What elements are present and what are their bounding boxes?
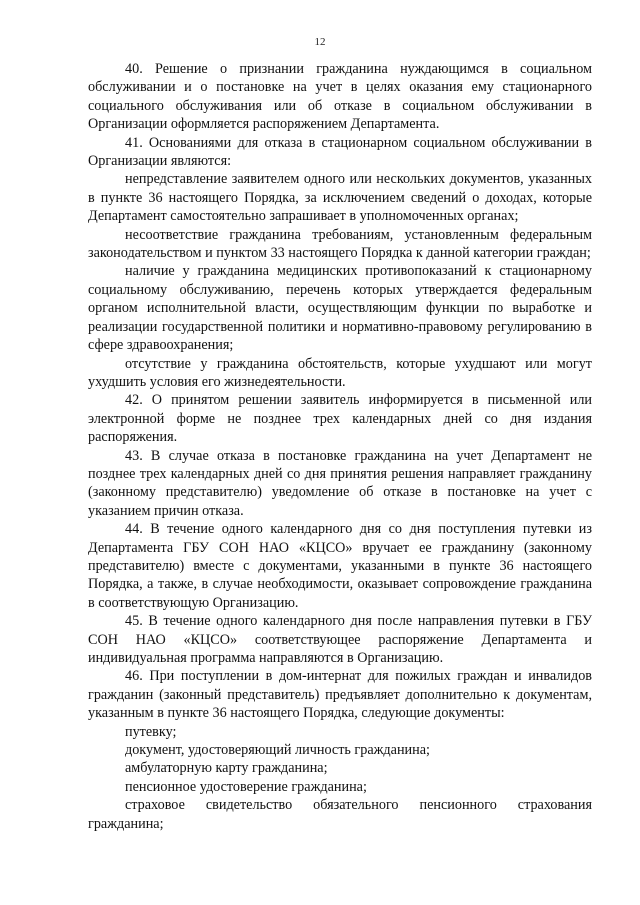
paragraph-43: 43. В случае отказа в постановке гражданина на учет Департамент не позднее трех календарных дней со дня принятия решения направляет гражданину (законному представителю) уведомление об отказе в постановке на учет с указанием причин отказа.	[88, 447, 592, 519]
list-item: путевку;	[125, 723, 177, 740]
paragraph-45: 45. В течение одного календарного дня после направления путевки в ГБУ СОН НАО «КЦСО» соответствующее распоряжение Департамента и индивидуальная программа направляются в Организацию.	[88, 613, 592, 666]
list-item: отсутствие у гражданина обстоятельств, которые ухудшают или могут ухудшить условия его жизнедеятельности.	[88, 355, 592, 390]
paragraph-44: 44. В течение одного календарного дня со дня поступления путевки из Департамента ГБУ СОН НАО «КЦСО» вручает ее гражданину (законному представителю) вместе с документами, указанными в пункте 36 настоящего Порядка, а также, в случае необходимости, оказывает сопровождение гражданина в соответствующую Организацию.	[88, 521, 592, 611]
list-item: несоответствие гражданина требованиям, установленным федеральным законодательством и пунктом 33 настоящего Порядка к данной категории граждан;	[88, 226, 592, 262]
list-item: страховое свидетельство обязательного пенсионного страхования гражданина;	[88, 797, 592, 832]
list-item: непредставление заявителем одного или нескольких документов, указанных в пункте 36 настоящего Порядка, за исключением сведений о доходах, которые Департамент самостоятельно запрашивает в уполномоченных органах;	[88, 171, 592, 225]
page-number: 12	[314, 36, 326, 48]
paragraph-40: 40. Решение о признании гражданина нуждающимся в социальном обслуживании и о постановке на учет в целях оказания ему стационарного социального обслуживания или об отказе в социальном обслуживании в Организации оформляется распоряжением Департамента.	[88, 61, 592, 133]
list-item: наличие у гражданина медицинских противопоказаний к стационарному социальному обслуживанию, перечень которых утверждается федеральным органом исполнительной власти, осуществляющим функции по выработке и реализации государственной политики и нормативно-правовому регулированию в сфере здравоохранения;	[88, 263, 592, 354]
paragraph-41: 41. Основаниями для отказа в стационарном социальном обслуживании в Организации являются:	[88, 134, 592, 170]
list-item: пенсионное удостоверение гражданина;	[125, 778, 367, 795]
paragraph-46: 46. При поступлении в дом-интернат для пожилых граждан и инвалидов гражданин (законный представитель) предъявляет дополнительно к документам, указанным в пункте 36 настоящего Порядка, следующие документы:	[88, 668, 592, 722]
body-text	[88, 60, 592, 833]
paragraph-42: 42. О принятом решении заявитель информируется в письменной или электронной форме не позднее трех календарных дней со дня издания распоряжения.	[88, 392, 592, 446]
list-item: документ, удостоверяющий личность гражданина;	[125, 742, 430, 759]
list-item: амбулаторную карту гражданина;	[125, 760, 328, 777]
